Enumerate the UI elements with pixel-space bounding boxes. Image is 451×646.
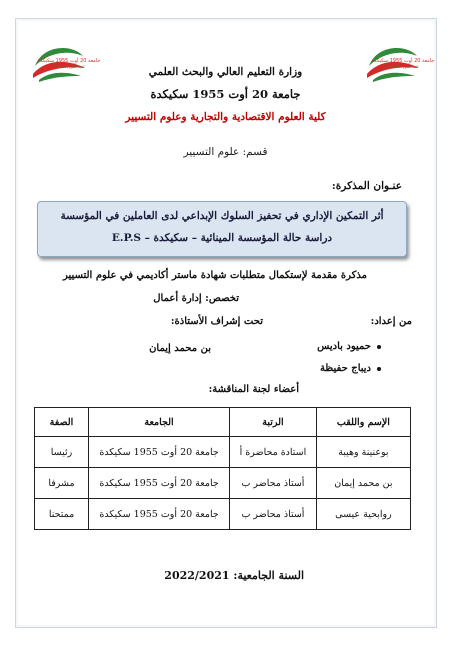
logo-right-text-1: جامعة 20 أوت 1955 سكيكدة	[371, 58, 435, 64]
col-header-university: الجامعة	[88, 408, 229, 437]
faculty-name: كلية العلوم الاقتصادية والتجارية وعلوم التسيير	[125, 111, 326, 123]
memo-description: مذكرة مقدمة لإستكمال متطلبات شهادة ماستر أكاديمي في علوم التسيير	[63, 270, 367, 281]
department-name: قسم: علوم التسيير	[183, 146, 268, 158]
ministry-name: وزارة التعليم العالي والبحث العلمي	[148, 66, 303, 78]
table-cell: أستاذ محاضر ب	[230, 468, 317, 499]
table-cell: ممتحنا	[35, 499, 89, 530]
col-header-rank: الرتبة	[230, 408, 317, 437]
table-row	[35, 499, 411, 530]
table-cell: بن محمد إيمان	[316, 468, 410, 499]
table-row	[35, 437, 411, 468]
prepared-by-label: من إعداد:	[370, 316, 412, 327]
memo-title-label: عنـوان المذكرة:	[331, 180, 402, 192]
table-cell: استادة محاضرة أ	[230, 437, 317, 468]
supervision-label: تحت إشراف الأستاذة:	[170, 316, 263, 327]
table-cell: رئيسا	[35, 437, 89, 468]
col-header-role: الصفة	[35, 408, 89, 437]
col-header-name: الإسم واللقب	[316, 408, 410, 437]
logo-right-text-2: كلية العلوم الاقتصادية	[387, 65, 419, 69]
logo-left-text-1: جامعة 20 أوت 1955 سكيكدة	[37, 58, 101, 64]
jury-table-header	[35, 408, 411, 437]
student-2: ديباج حفيظة	[320, 363, 381, 374]
memo-title-line-1: أثر التمكين الإداري في تحفيز السلوك الإبداعي لدى العاملين في المؤسسة	[60, 210, 384, 222]
academic-year	[164, 569, 304, 582]
table-cell: جامعة 20 أوت 1955 سكيكدة	[88, 468, 229, 499]
logo-left-text-2: كلية العلوم الاقتصادية	[53, 65, 85, 69]
table-cell: بوعنينة وهيبة	[316, 437, 410, 468]
memo-title-box	[37, 201, 407, 257]
bullet-icon	[377, 345, 381, 349]
academic-year-value: 2022/2021	[164, 569, 230, 582]
memo-title-line-2: دراسة حالة المؤسسة المينائية – سكيكدة – E.P.S	[111, 232, 333, 244]
jury-label: أعضاء لجنة المناقشة:	[208, 384, 299, 395]
table-row	[35, 468, 411, 499]
student-1: حميود باديس	[317, 341, 381, 352]
specialty: تخصص: إدارة أعمال	[153, 293, 239, 304]
table-cell: أستاذ محاضر ب	[230, 499, 317, 530]
supervisor-name: بن محمد إيمان	[149, 343, 211, 354]
jury-table	[34, 407, 411, 530]
table-cell: مشرفا	[35, 468, 89, 499]
academic-year-label: السنة الجامعية:	[233, 569, 304, 582]
bullet-icon	[377, 367, 381, 371]
table-cell: جامعة 20 أوت 1955 سكيكدة	[88, 437, 229, 468]
table-cell: جامعة 20 أوت 1955 سكيكدة	[88, 499, 229, 530]
table-cell: روابحية عيسى	[316, 499, 410, 530]
university-name: جامعة 20 أوت 1955 سكيكدة	[150, 87, 301, 101]
